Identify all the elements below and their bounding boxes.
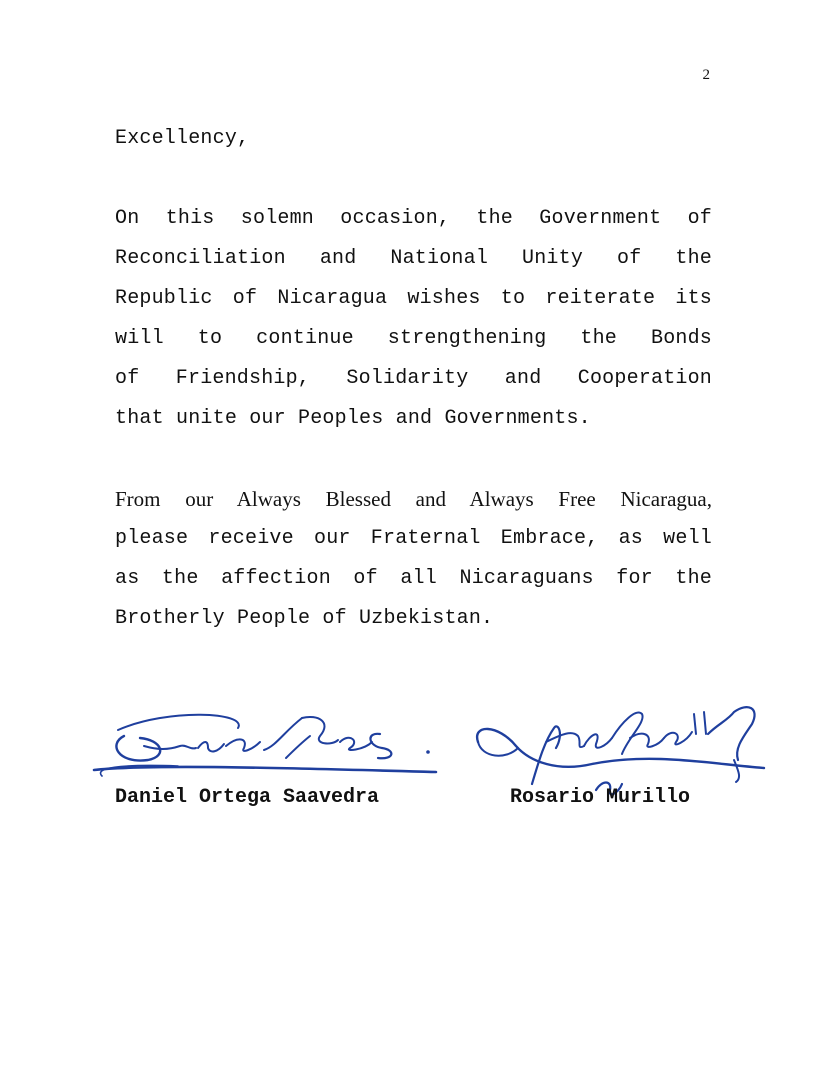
- paragraph-1-line-2: Reconciliation and National Unity of the: [115, 247, 712, 270]
- paragraph-1-line-3: Republic of Nicaragua wishes to reiterate its: [115, 287, 712, 310]
- paragraph-1-line-1: On this solemn occasion, the Government of: [115, 207, 712, 230]
- paragraph-2-line-4: Brotherly People of Uzbekistan.: [115, 607, 494, 630]
- signer-name-daniel-ortega: Daniel Ortega Saavedra: [115, 786, 380, 809]
- paragraph-2-line-3: as the affection of all Nicaraguans for the: [115, 567, 712, 590]
- paragraph-2-line-1: From our Always Blessed and Always Free Nicaragua,: [115, 487, 712, 511]
- paragraph-1-line-5: of Friendship, Solidarity and Cooperation: [115, 367, 712, 390]
- paragraph-2-line-2: please receive our Fraternal Embrace, as well: [115, 527, 712, 550]
- paragraph-1-line-4: will to continue strengthening the Bonds: [115, 327, 712, 350]
- paragraph-1-line-6: that unite our Peoples and Governments.: [115, 407, 591, 430]
- salutation: Excellency,: [115, 127, 250, 150]
- page-number: 2: [702, 67, 710, 83]
- signature-daniel-ortega: [88, 706, 440, 786]
- signer-name-rosario-murillo: Rosario Murillo: [510, 786, 691, 809]
